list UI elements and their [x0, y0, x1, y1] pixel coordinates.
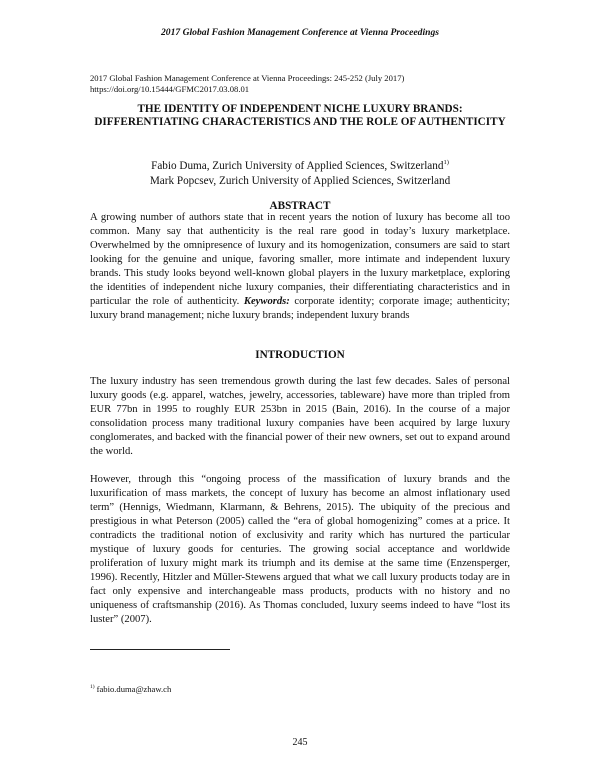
author-list — [90, 155, 510, 189]
page-number: 245 — [292, 737, 308, 748]
paper-title: THE IDENTITY OF INDEPENDENT NICHE LUXURY BRANDS: DIFFERENTIATING CHARACTERISTICS AND THE ROLE OF AUTHENTICITY — [94, 103, 506, 128]
author-2: Mark Popcsev, Zurich University of Applied Sciences, Switzerland — [149, 175, 451, 187]
abstract-body: A growing number of authors state that in recent years the notion of luxury has become all too common. Many say that authenticity is the real rare good in today’s luxury marketplace. Overwhelmed by the omnipresence of luxury and its homogenization, consumers are said to start looking for the genuine and unique, favoring smaller, more intimate and independent luxury brands. This study looks beyond well-known global players in the luxury marketplace, exploring the identities of independent niche luxury companies, their differentiating characteristics and in particular the role of authenticity. — [90, 212, 510, 307]
footnote — [90, 684, 171, 694]
keywords-label: Keywords: — [243, 296, 290, 307]
introduction-para-2: However, through this “ongoing process of the massification of luxury brands and the luxurification of mass markets, the concept of luxury has become an almost inflationary used term” (Hennigs, Wiedmann, Klarmann, & Behrens, 2015). The ubiquity of the precious and prestigious in what Peterson (2005) called the “era of global homogenizing” comes at a price. It contradicts the traditional notion of exclusivity and rarity which has nurtured the particular mystique of luxury goods for centuries. The growing social acceptance and worldwide proliferation of luxury might mark its triumph and its demise at the same time (Enzensperger, 1996). Recently, Hitzler and Müller-Stewens argued that what we call luxury products today are in fact only expensive and interchangeable mass products, products with no history and no uniqueness of craftsmanship (2016). As Thomas concluded, luxury seems indeed to have “lost its luster” (2007). — [90, 474, 510, 625]
running-header: 2017 Global Fashion Management Conference at Vienna Proceedings — [161, 27, 439, 38]
abstract-heading: ABSTRACT — [269, 200, 331, 212]
author-1 — [90, 155, 510, 174]
footnote-marker: 1) — [90, 684, 95, 690]
footnote-ref[interactable]: 1) — [443, 159, 449, 166]
citation-line: 2017 Global Fashion Management Conference at Vienna Proceedings: 245-252 (July 2017) — [90, 73, 405, 83]
footnote-divider — [90, 649, 230, 650]
author-1-affiliation: Fabio Duma, Zurich University of Applied Sciences, Switzerland — [151, 160, 444, 172]
citation-block — [90, 73, 404, 95]
introduction-heading: INTRODUCTION — [255, 349, 345, 361]
keywords-list: corporate identity; corporate image; authenticity; luxury brand management; niche luxury brands; independent luxury brands — [90, 296, 510, 321]
abstract-text — [90, 211, 510, 323]
introduction-para-1: The luxury industry has seen tremendous growth during the last few decades. Sales of personal luxury goods (e.g. apparel, watches, jewelry, accessories, tableware) have more than tripled from EUR 77bn in 1995 to roughly EUR 253bn in 2015 (Bain, 2016). In the course of a major consolidation process many traditional luxury companies have been acquired by large luxury conglomerates, and backed with the financial power of their new owners, set out to expand around the world. — [90, 376, 510, 457]
doi-link[interactable]: https://doi.org/10.15444/GFMC2017.03.08.01 — [90, 84, 250, 94]
footnote-email[interactable]: fabio.duma@zhaw.ch — [96, 684, 172, 694]
